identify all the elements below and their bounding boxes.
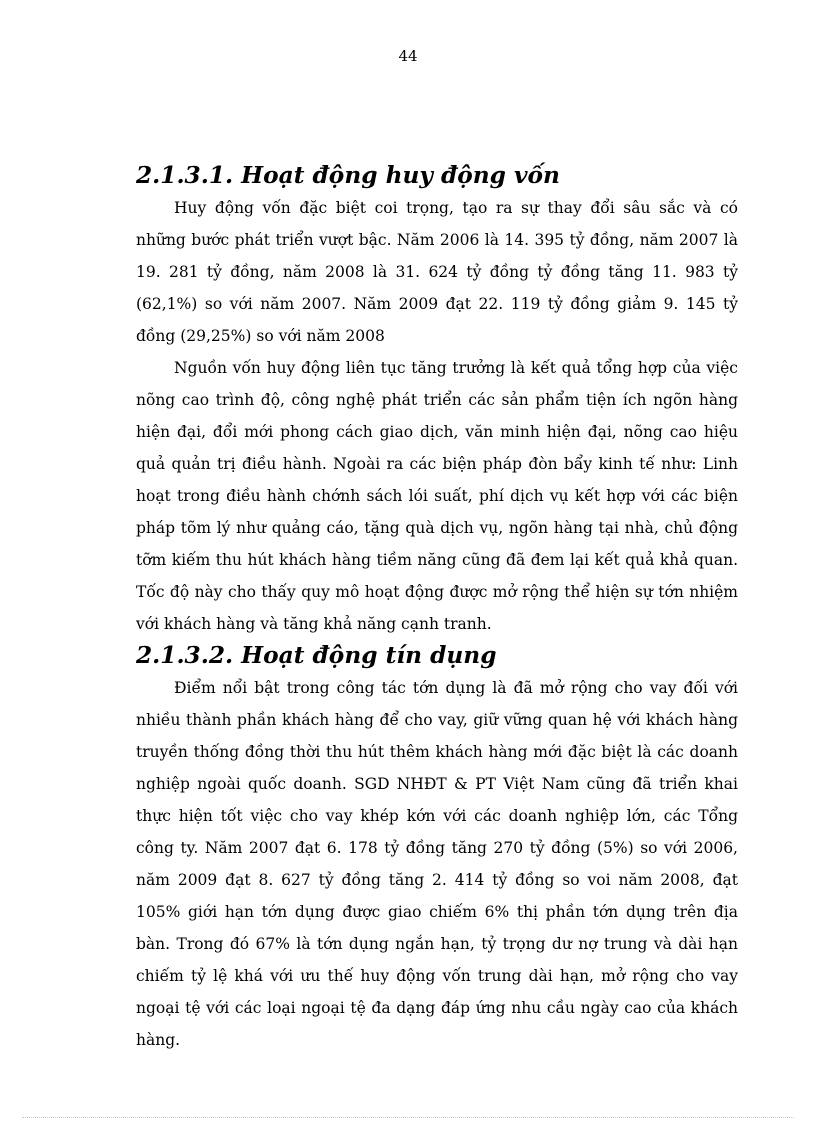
paragraph-capital-mobilization-2: Nguồn vốn huy động liên tục tăng trưởng là kết quả tổng hợp của việc nõng cao trình độ, công nghệ phát triển các sản phẩm tiện ích ngõn hàng hiện đại, đổi mới phong cách giao dịch, văn minh hiện đại, nõng cao hiệu quả quản trị điều hành. Ngoài ra các biện pháp đòn bẩy kinh tế như: Linh hoạt trong điều hành chớnh sách lói suất, phí dịch vụ kết hợp với các biện pháp tõm lý như quảng cáo, tặng quà dịch vụ, ngõn hàng tại nhà, chủ động tỡm kiếm thu hút khách hàng tiềm năng cũng đã đem lại kết quả khả quan. Tốc độ này cho thấy quy mô hoạt động được mở rộng thể hiện sự tớn nhiệm với khách hàng và tăng khả năng cạnh tranh.: [136, 359, 738, 633]
page-bottom-divider: [22, 1117, 794, 1118]
section-credit-activity: [136, 640, 738, 1056]
section-capital-mobilization: [136, 160, 738, 640]
paragraph-capital-mobilization-1: Huy động vốn đặc biệt coi trọng, tạo ra sự thay đổi sâu sắc và có những bước phát triển vượt bậc. Năm 2006 là 14. 395 tỷ đồng, năm 2007 là 19. 281 tỷ đồng, năm 2008 là 31. 624 tỷ đồng tỷ đồng tăng 11. 983 tỷ (62,1%) so với năm 2007. Năm 2009 đạt 22. 119 tỷ đồng giảm 9. 145 tỷ đồng (29,25%) so với năm 2008: [136, 199, 738, 345]
section-heading-credit-activity: 2.1.3.2. Hoạt động tín dụng: [136, 642, 497, 669]
section-heading-capital-mobilization: 2.1.3.1. Hoạt động huy động vốn: [136, 162, 560, 189]
page-number: 44: [398, 47, 418, 65]
paragraph-credit-activity-1: Điểm nổi bật trong công tác tớn dụng là đã mở rộng cho vay đối với nhiều thành phần khách hàng để cho vay, giữ vững quan hệ với khách hàng truyền thống đồng thời thu hút thêm khách hàng mới đặc biệt là các doanh nghiệp ngoài quốc doanh. SGD NHĐT & PT Việt Nam cũng đã triển khai thực hiện tốt việc cho vay khép kớn với các doanh nghiệp lớn, các Tổng công ty. Năm 2007 đạt 6. 178 tỷ đồng tăng 270 tỷ đồng (5%) so với 2006, năm 2009 đạt 8. 627 tỷ đồng tăng 2. 414 tỷ đồng so voi năm 2008, đạt 105% giới hạn tớn dụng được giao chiếm 6% thị phần tớn dụng trên địa bàn. Trong đó 67% là tớn dụng ngắn hạn, tỷ trọng dư nợ trung và dài hạn chiếm tỷ lệ khá với ưu thế huy động vốn trung dài hạn, mở rộng cho vay ngoại tệ với các loại ngoại tệ đa dạng đáp ứng nhu cầu ngày cao của khách hàng.: [136, 679, 738, 1049]
page-content: [136, 160, 738, 1056]
